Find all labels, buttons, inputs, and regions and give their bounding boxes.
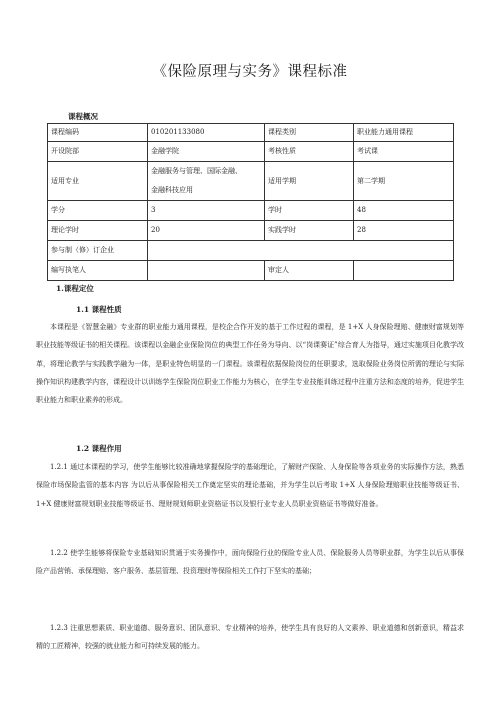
cell-value [354,261,454,281]
cell-value: 20 [148,221,265,241]
cell-value [148,261,265,281]
paragraph: 1.2.1 通过本课程的学习，使学生能够比较准确地掌握保险学的基础理论，了解财产保险、人身保险等各项业务的实际操作方法，熟悉保险市场保险监管的基本内容 为以后从事保险相关工作奠定坚实的理论基础，并为学生以后考取 1+X 人身保险理赔职业技能等级证书、1+X 健康财富规划职业技能等级证书、理财规划师职业资格证书以及银行业专业人员职业资格证书等做好准备。 [36,463,464,508]
table-row [48,142,454,162]
paragraph: 1.2.2 使学生能够将保险专业基础知识贯通于实务操作中，面向保险行业的保险专业人员、保险服务人员等职业群，为学生以后从事保险产品营销、承保理赔、客户服务、基层管理、投资理财等保险相关工作打下坚实的基础； [36,549,464,576]
cell-value: 3 [148,201,265,221]
cell-value: 考试课 [354,142,454,162]
cell-label: 课程编码 [48,124,148,142]
cell-value: 28 [354,221,454,241]
subsection-heading: 1.2 课程作用 [76,444,122,453]
table-row [48,201,454,221]
cell-value: 金融学院 [148,142,265,162]
cell-value: 第二学期 [354,162,454,201]
cell-label: 参与制（修）订企业 [48,241,148,261]
major-line-2: 金融科技应用 [151,186,193,194]
major-line-1: 金融服务与管理、国际金融、 [151,167,242,175]
cell-value [148,241,454,261]
cell-label: 适用专业 [48,162,148,201]
overview-label: 课程概况 [68,112,98,121]
cell-label: 学时 [265,201,354,221]
cell-label: 编写执笔人 [48,261,148,281]
subsection-heading: 1.1 课程性质 [76,305,122,314]
cell-label: 开设院部 [48,142,148,162]
section-heading: 1.课程定位 [56,284,94,293]
cell-label: 实践学时 [265,221,354,241]
cell-value: 010201133080 [148,124,265,142]
table-row [48,124,454,142]
table-row [48,241,454,261]
course-overview-table [47,123,454,281]
cell-label: 考核性质 [265,142,354,162]
cell-value: 48 [354,201,454,221]
table-row [48,221,454,241]
cell-label: 理论学时 [48,221,148,241]
cell-value [148,162,265,201]
table-row [48,261,454,281]
table-row [48,162,454,201]
document-title: 《保险原理与实务》课程标准 [152,64,348,80]
cell-label: 课程类别 [265,124,354,142]
paragraph: 本课程是《智慧金融》专业群的职业能力通用课程，是校企合作开发的基于工作过程的课程，是 1+X 人身保险理赔、健康财富规划等职业技能等级证书的相关课程。该课程以金融企业保险岗位的典型工作任务为导向、以“岗课赛证”综合育人为指导，通过实施项目化教学改革，将理论教学与实践教学融为一体，是职业特色明显的一门课程。该课程依据保险岗位的任职要求，选取保险业务岗位所需的理论与实际操作知识构建教学内容，课程设计以训练学生保险岗位职业工作能力为核心，在学生专业技能训练过程中注重方法和态度的培养，促进学生职业能力和职业素养的形成。 [36,323,464,405]
paragraph: 1.2.3 注重思想素质、职业道德、服务意识、团队意识、专业精神的培养，使学生具有良好的人文素养、职业道德和创新意识，精益求精的工匠精神，较强的就业能力和可持续发展的能力。 [36,624,464,651]
cell-value: 职业能力通用课程 [354,124,454,142]
cell-label: 适用学期 [265,162,354,201]
cell-label: 学分 [48,201,148,221]
cell-label: 审定人 [265,261,354,281]
